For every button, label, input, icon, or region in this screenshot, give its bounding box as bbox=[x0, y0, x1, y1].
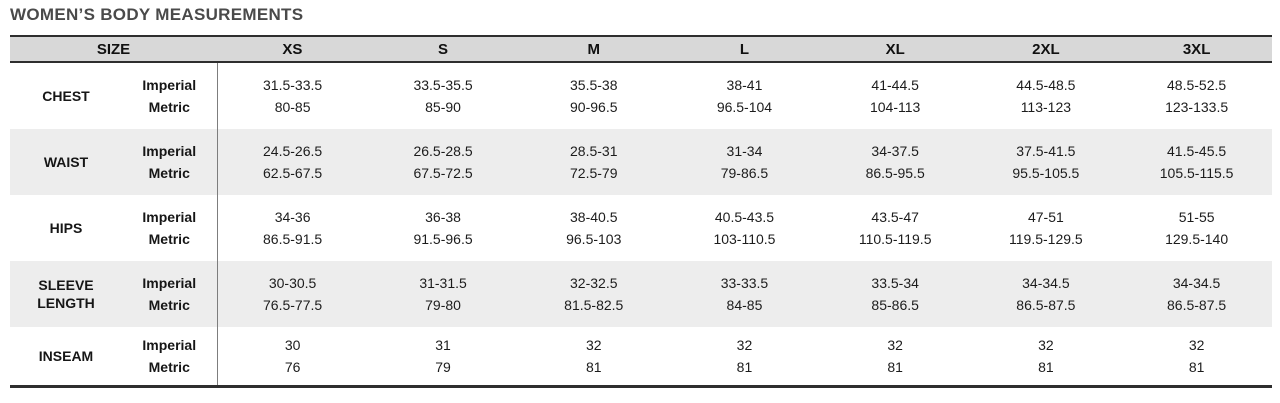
imperial-value: 33-33.5 bbox=[720, 275, 769, 291]
table-row-sleeve-length bbox=[10, 261, 1272, 327]
imperial-value: 32 bbox=[1038, 337, 1054, 353]
value-cell bbox=[820, 327, 971, 387]
value-cell bbox=[368, 62, 519, 129]
value-cell bbox=[971, 129, 1122, 195]
measurement-label: INSEAM bbox=[10, 327, 122, 387]
unit-label-imperial: Imperial bbox=[142, 77, 197, 93]
imperial-value: 32 bbox=[887, 337, 903, 353]
metric-value: 129.5-140 bbox=[1165, 231, 1229, 247]
metric-value: 81 bbox=[1188, 359, 1205, 375]
metric-value: 67.5-72.5 bbox=[413, 165, 473, 181]
imperial-value: 34-34.5 bbox=[1022, 275, 1070, 291]
table-row-chest bbox=[10, 62, 1272, 129]
unit-label-imperial: Imperial bbox=[142, 143, 197, 159]
imperial-value: 51-55 bbox=[1178, 209, 1215, 225]
value-cell bbox=[217, 129, 368, 195]
metric-value: 79 bbox=[435, 359, 451, 375]
table-row-waist bbox=[10, 129, 1272, 195]
value-cell bbox=[971, 327, 1122, 387]
imperial-value: 32 bbox=[736, 337, 753, 353]
imperial-value: 44.5-48.5 bbox=[1016, 77, 1076, 93]
value-cell bbox=[1121, 195, 1272, 261]
header-row bbox=[10, 36, 1272, 62]
imperial-value: 26.5-28.5 bbox=[413, 143, 473, 159]
metric-value: 72.5-79 bbox=[570, 165, 618, 181]
value-cell bbox=[971, 261, 1122, 327]
value-cell bbox=[518, 62, 669, 129]
page-title: WOMEN’S BODY MEASUREMENTS bbox=[10, 5, 304, 24]
imperial-value: 35.5-38 bbox=[570, 77, 618, 93]
imperial-value: 37.5-41.5 bbox=[1016, 143, 1076, 159]
metric-value: 86.5-87.5 bbox=[1167, 297, 1227, 313]
unit-label-metric: Metric bbox=[148, 297, 190, 313]
col-header-m: M bbox=[518, 36, 669, 62]
imperial-value: 28.5-31 bbox=[570, 143, 618, 159]
imperial-value: 31 bbox=[435, 337, 451, 353]
table-row-hips bbox=[10, 195, 1272, 261]
metric-value: 103-110.5 bbox=[713, 231, 776, 247]
measurement-label: CHEST bbox=[42, 88, 90, 104]
value-cell bbox=[669, 327, 820, 387]
measurements-table bbox=[10, 35, 1272, 388]
col-header-xl: XL bbox=[820, 36, 971, 62]
imperial-value: 30 bbox=[284, 337, 301, 353]
imperial-value: 38-41 bbox=[726, 77, 763, 93]
metric-value: 76.5-77.5 bbox=[263, 297, 323, 313]
unit-label-metric: Metric bbox=[148, 165, 190, 181]
imperial-value: 31.5-33.5 bbox=[263, 77, 323, 93]
value-cell bbox=[217, 327, 368, 387]
value-cell bbox=[1121, 261, 1272, 327]
value-cell bbox=[820, 195, 971, 261]
value-cell bbox=[669, 129, 820, 195]
metric-value: 86.5-95.5 bbox=[865, 165, 925, 181]
value-cell bbox=[217, 195, 368, 261]
unit-label-metric: Metric bbox=[148, 99, 190, 115]
imperial-value: 32 bbox=[1188, 337, 1205, 353]
value-cell bbox=[669, 195, 820, 261]
value-cell bbox=[518, 261, 669, 327]
metric-value: 90-96.5 bbox=[570, 99, 618, 115]
imperial-value: 34-36 bbox=[274, 209, 311, 225]
unit-labels-cell bbox=[122, 129, 217, 195]
unit-labels-cell bbox=[122, 62, 217, 129]
value-cell bbox=[669, 261, 820, 327]
value-cell bbox=[669, 62, 820, 129]
metric-value: 81 bbox=[585, 359, 602, 375]
col-header-3xl: 3XL bbox=[1121, 36, 1272, 62]
size-header: SIZE bbox=[10, 36, 217, 62]
value-cell bbox=[971, 195, 1122, 261]
metric-value: 81 bbox=[1038, 359, 1054, 375]
metric-value: 105.5-115.5 bbox=[1159, 165, 1234, 181]
unit-labels-cell bbox=[122, 327, 217, 387]
metric-value: 76 bbox=[284, 359, 301, 375]
unit-labels-cell bbox=[122, 195, 217, 261]
unit-label-metric: Metric bbox=[148, 231, 190, 247]
unit-label-metric: Metric bbox=[148, 359, 190, 375]
imperial-value: 34-34.5 bbox=[1172, 275, 1221, 291]
imperial-value: 41-44.5 bbox=[871, 77, 919, 93]
metric-value: 123-133.5 bbox=[1165, 99, 1229, 115]
imperial-value: 32-32.5 bbox=[570, 275, 618, 291]
metric-value: 79-80 bbox=[425, 297, 461, 313]
measurement-label: SLEEVE LENGTH bbox=[10, 261, 122, 327]
value-cell bbox=[368, 195, 519, 261]
metric-value: 104-113 bbox=[869, 99, 921, 115]
imperial-value: 30-30.5 bbox=[268, 275, 317, 291]
metric-value: 96.5-104 bbox=[716, 99, 773, 115]
imperial-value: 33.5-34 bbox=[871, 275, 919, 291]
value-cell bbox=[971, 62, 1122, 129]
col-header-2xl: 2XL bbox=[971, 36, 1122, 62]
value-cell bbox=[1121, 129, 1272, 195]
col-header-s: S bbox=[368, 36, 519, 62]
value-cell bbox=[820, 62, 971, 129]
value-cell bbox=[368, 261, 519, 327]
imperial-value: 38-40.5 bbox=[570, 209, 618, 225]
unit-labels-cell bbox=[122, 261, 217, 327]
imperial-value: 32 bbox=[585, 337, 602, 353]
metric-value: 80-85 bbox=[274, 99, 311, 115]
unit-label-imperial: Imperial bbox=[142, 337, 197, 353]
imperial-value: 31-31.5 bbox=[419, 275, 467, 291]
unit-label-imperial: Imperial bbox=[142, 209, 197, 225]
metric-value: 113-123 bbox=[1020, 99, 1072, 115]
metric-value: 81.5-82.5 bbox=[564, 297, 624, 313]
value-cell bbox=[518, 129, 669, 195]
value-cell bbox=[820, 261, 971, 327]
value-cell bbox=[1121, 327, 1272, 387]
value-cell bbox=[820, 129, 971, 195]
metric-value: 85-90 bbox=[425, 99, 461, 115]
metric-value: 81 bbox=[736, 359, 753, 375]
measurement-label: WAIST bbox=[10, 129, 122, 195]
metric-value: 110.5-119.5 bbox=[858, 231, 932, 247]
metric-value: 91.5-96.5 bbox=[413, 231, 473, 247]
metric-value: 86.5-87.5 bbox=[1016, 297, 1076, 313]
imperial-value: 31-34 bbox=[726, 143, 763, 159]
value-cell bbox=[518, 327, 669, 387]
value-cell bbox=[1121, 62, 1272, 129]
metric-value: 62.5-67.5 bbox=[263, 165, 323, 181]
imperial-value: 47-51 bbox=[1027, 209, 1064, 225]
imperial-value: 34-37.5 bbox=[871, 143, 919, 159]
metric-value: 79-86.5 bbox=[720, 165, 769, 181]
imperial-value: 41.5-45.5 bbox=[1167, 143, 1227, 159]
metric-value: 84-85 bbox=[726, 297, 763, 313]
value-cell bbox=[518, 195, 669, 261]
imperial-value: 48.5-52.5 bbox=[1167, 77, 1227, 93]
value-cell bbox=[368, 129, 519, 195]
metric-value: 119.5-129.5 bbox=[1009, 231, 1083, 247]
imperial-value: 24.5-26.5 bbox=[263, 143, 323, 159]
imperial-value: 33.5-35.5 bbox=[413, 77, 473, 93]
imperial-value: 36-38 bbox=[425, 209, 461, 225]
value-cell bbox=[217, 261, 368, 327]
col-header-l: L bbox=[669, 36, 820, 62]
metric-value: 85-86.5 bbox=[871, 297, 919, 313]
col-header-xs: XS bbox=[217, 36, 368, 62]
metric-value: 96.5-103 bbox=[566, 231, 622, 247]
unit-label-imperial: Imperial bbox=[142, 275, 197, 291]
imperial-value: 40.5-43.5 bbox=[714, 209, 775, 225]
value-cell bbox=[217, 62, 368, 129]
imperial-value: 43.5-47 bbox=[871, 209, 919, 225]
table-row-inseam bbox=[10, 327, 1272, 387]
value-cell bbox=[368, 327, 519, 387]
metric-value: 86.5-91.5 bbox=[263, 231, 323, 247]
metric-value: 81 bbox=[887, 359, 903, 375]
metric-value: 95.5-105.5 bbox=[1012, 165, 1080, 181]
measurement-label: HIPS bbox=[49, 220, 83, 236]
